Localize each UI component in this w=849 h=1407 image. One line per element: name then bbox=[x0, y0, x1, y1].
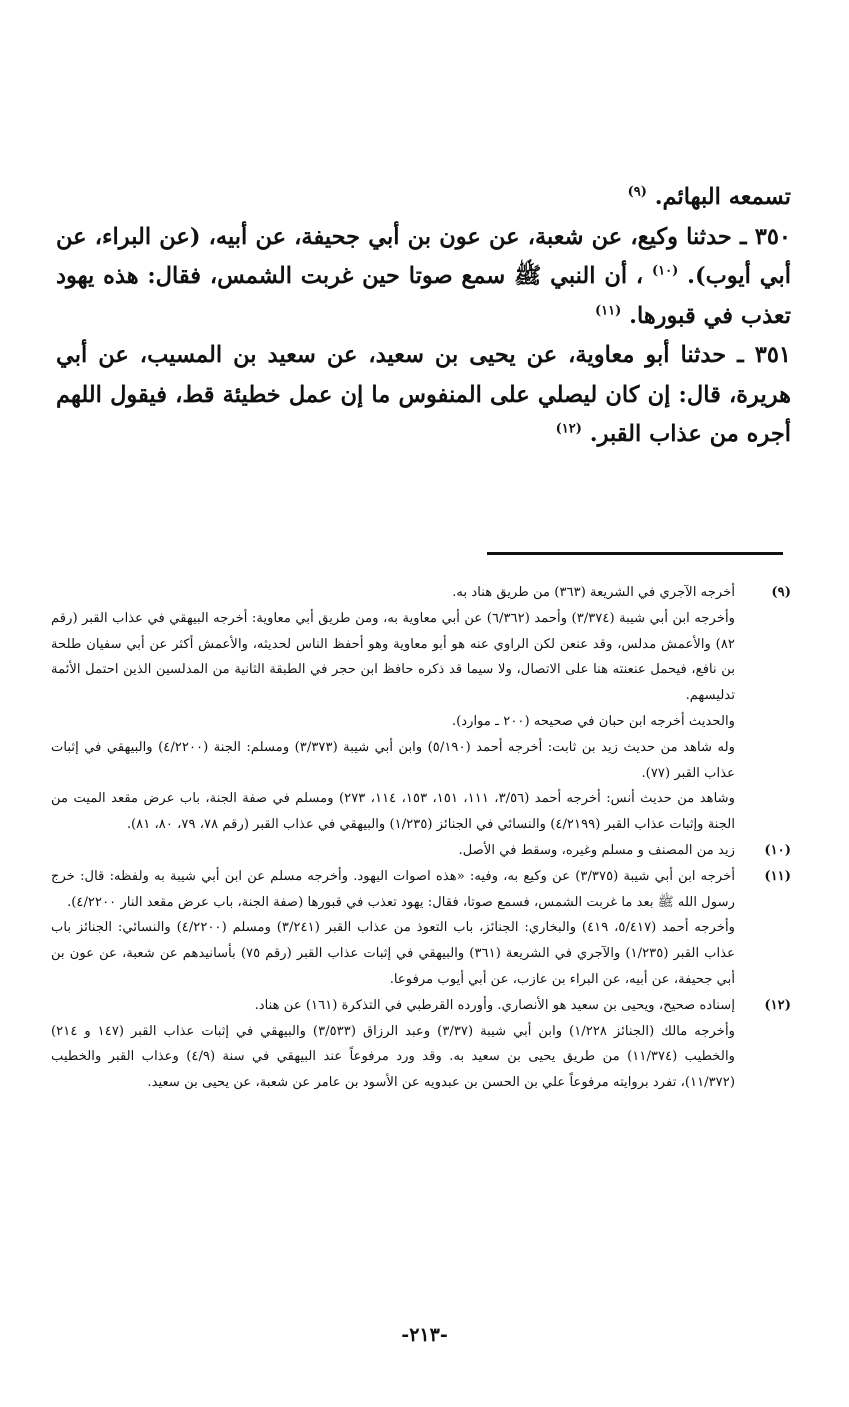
footnote-line: أخرجه ابن أبي شيبة (٣/٣٧٥) عن وكيع به، وفيه: «هذه اصوات اليهود. وأخرجه مسلم عن ابن أبي شيبة به ولفظه: قال: خرج رسول الله ﷺ بعد ما غربت الشمس، فسمع صوتا، فقال: يهود تعذب في قبورها (صفة الجنة، باب عرض مقعد النار ٤/٢٢٠٠). bbox=[51, 868, 735, 910]
footnote-ref-12[interactable]: (١٢) bbox=[555, 421, 582, 437]
footnote-body bbox=[51, 838, 735, 864]
footnote-body bbox=[51, 580, 735, 838]
footnote-11 bbox=[51, 864, 791, 993]
paragraph-intro bbox=[56, 178, 791, 218]
footnote-9 bbox=[51, 580, 791, 838]
footnote-line: وأخرجه مالك (الجنائز ١/٢٢٨) وابن أبي شيبة (٣/٣٧) وعبد الرزاق (٣/٥٣٣) والبيهقي في إثبات عذاب القبر (١٤٧ و ٢١٤) والخطيب (١١/٣٧٤) من طريق يحيى بن سعيد به. وقد ورد مرفوعاً عند البيهقي في سنة (٤/٩) وعذاب القبر والخطيب (١١/٣٧٢)، تفرد بروايته مرفوعاً علي بن الحسن بن عبدويه عن الأسود بن عامر عن شعبة، عن يحيى بن سعيد. bbox=[51, 1023, 735, 1091]
footnote-ref-9[interactable]: (٩) bbox=[627, 184, 647, 200]
hadith-350-text-a: ـ حدثنا وكيع، عن شعبة، عن عون بن أبي جحيفة، عن أبيه، (عن البراء، عن أبي أيوب). bbox=[56, 223, 792, 289]
hadith-number-350: ٣٥٠ bbox=[754, 223, 791, 250]
footnote-divider bbox=[487, 552, 783, 555]
hadith-351 bbox=[56, 336, 791, 455]
footnote-line: زيد من المصنف و مسلم وغيره، وسقط في الأصل. bbox=[458, 842, 735, 858]
footnote-10 bbox=[51, 838, 791, 864]
footnote-line: وشاهد من حديث أنس: أخرجه أحمد (٣/٥٦، ١١١، ١٥١، ١٥٣، ١١٤، ٢٧٣) ومسلم في صفة الجنة، باب عرض مقعد الميت من الجنة وإثبات عذاب القبر (٤/٢١٩٩) والنسائي في الجنائز (١/٢٣٥) والبيهقي في عذاب القبر (رقم ٧٨، ٧٩، ٨٠، ٨١). bbox=[51, 791, 736, 833]
hadith-350-text-b: ، أن النبي ﷺ سمع صوتا حين غربت الشمس، فقال: هذه يهود تعذب في قبورها. bbox=[56, 263, 791, 329]
footnote-line: أخرجه الآجري في الشريعة (٣٦٣) من طريق هناد به. bbox=[452, 585, 735, 600]
footnote-line: والحديث أخرجه ابن حبان في صحيحه (٢٠٠ ـ موارد). bbox=[451, 713, 735, 729]
page-number: -٢١٣- bbox=[401, 1324, 448, 1346]
hadith-number-351: ٣٥١ bbox=[754, 342, 791, 368]
footnote-line: إسناده صحيح، ويحيى بن سعيد هو الأنصاري. وأورده القرطبي في التذكرة (١٦١) عن هناد. bbox=[254, 997, 735, 1013]
footnote-label: (١٢) bbox=[764, 997, 791, 1013]
footnote-body bbox=[51, 993, 735, 1096]
footnote-line: وأخرجه ابن أبي شيبة (٣/٣٧٤) وأحمد (٦/٣٦٢) عن أبي معاوية به، ومن طريق أبي معاوية: أخرجه البيهقي في عذاب القبر (رقم ٨٢) والأعمش مدلس، وقد عنعن لكن الراوي عنه هو أبو معاوية وهو أحفظ الناس لحديثه، والأعمش أكثر عن أبي سفيان طلحة بن نافع، فيحمل عنعنته هنا على الاتصال، ولا سيما قد ذكره حافظ ابن حجر في الطبقة الثانية من المدلسين الذين احتمل الأئمة تدليسهم. bbox=[51, 610, 736, 704]
footnote-body bbox=[51, 864, 735, 993]
footnote-12 bbox=[51, 993, 791, 1096]
hadith-351-text: ـ حدثنا أبو معاوية، عن يحيى بن سعيد، عن سعيد بن المسيب، عن أبي هريرة، قال: إن كان ليصلي على المنفوس ما إن عمل خطيئة قط، فيقول اللهم أجره من عذاب القبر. bbox=[56, 342, 791, 447]
footnotes bbox=[51, 580, 791, 1096]
footnote-label: (١١) bbox=[764, 868, 791, 884]
main-text bbox=[56, 178, 791, 455]
footnote-label: (١٠) bbox=[764, 842, 791, 858]
footnote-ref-11[interactable]: (١١) bbox=[595, 303, 622, 318]
footnote-line: وأخرجه أحمد (٥/٤١٧، ٤١٩) والبخاري: الجنائز، باب التعوذ من عذاب القبر (٣/٢٤١) ومسلم (٤/٢٢٠٠) والنسائي: الجنائز باب عذاب القبر (١/٢٣٥) والآجري في الشريعة (٣٦١) والبيهقي في إثبات عذاب القبر (رقم ٧٥) بأسانيدهم عن شعبة، عن عون بن أبي جحيفة، عن أبيه، عن البراء بن عازب، عن أبي أيوب مرفوعا. bbox=[51, 920, 736, 987]
footnote-line: وله شاهد من حديث زيد بن ثابت: أخرجه أحمد (٥/١٩٠) وابن أبي شيبة (٣/٣٧٣) ومسلم: الجنة (٤/٢٢٠٠) والبيهقي في إثبات عذاب القبر (٧٧). bbox=[51, 739, 736, 781]
footnote-label: (٩) bbox=[771, 585, 791, 600]
footnote-ref-10[interactable]: (١٠) bbox=[652, 263, 679, 279]
hadith-350 bbox=[56, 218, 791, 337]
intro-text: تسمعه البهائم. bbox=[654, 184, 791, 210]
